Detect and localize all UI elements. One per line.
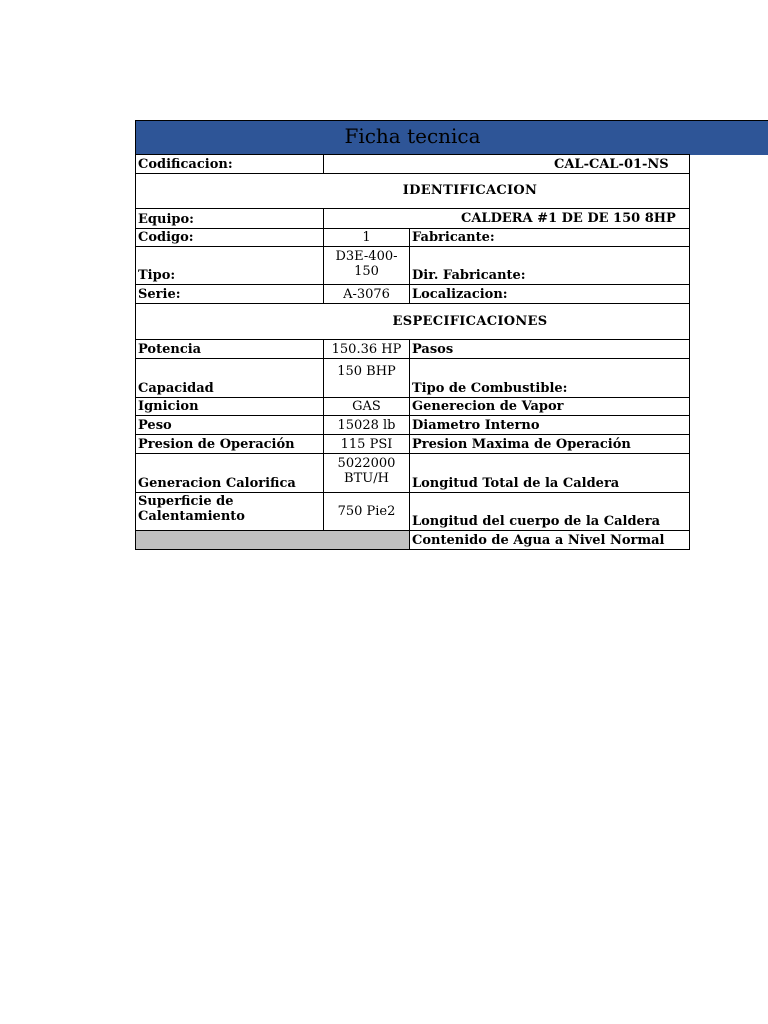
potencia-value: 150.36 HP [331,341,402,357]
generecion-vapor-label: Generecion de Vapor [412,399,564,414]
grid-line [689,155,690,550]
diametro-label: Diametro Interno [412,418,540,433]
codigo-label: Codigo: [138,230,194,245]
grid-line [135,549,690,550]
tipo-label: Tipo: [138,268,176,283]
dir-fabricante-label: Dir. Fabricante: [412,268,526,283]
tipo-value-line1: D3E-400- [335,249,398,264]
presion-operacion-value: 115 PSI [340,436,393,452]
sheet-title: Ficha tecnica [344,124,481,148]
localizacion-label: Localizacion: [412,287,508,302]
codificacion-label: Codificacion: [138,157,233,172]
serie-value: A-3076 [343,286,390,302]
superficie-label-line1: Superficie de [138,494,234,509]
codificacion-value: CAL-CAL-01-NS [554,156,669,172]
serie-label: Serie: [138,287,181,302]
grid-line [135,173,690,174]
generacion-calorifica-value-line2: BTU/H [344,471,389,486]
generacion-calorifica-label: Generacion Calorifica [138,476,296,491]
equipo-value: CALDERA #1 DE DE 150 8HP [461,211,676,226]
contenido-agua-label: Contenido de Agua a Nivel Normal [412,533,665,548]
presion-maxima-label: Presion Maxima de Operación [412,437,631,452]
pasos-label: Pasos [412,342,454,357]
potencia-label: Potencia [138,342,202,357]
tipo-value-line2: 150 [354,264,379,279]
ignicion-value: GAS [352,399,381,414]
grid-line [135,303,690,304]
longitud-total-label: Longitud Total de la Caldera [412,476,620,491]
presion-operacion-label: Presion de Operación [138,437,295,452]
superficie-value: 750 Pie2 [337,504,396,519]
equipo-label: Equipo: [138,212,194,227]
identificacion-heading: IDENTIFICACION [402,182,538,198]
capacidad-value: 150 BHP [337,363,396,379]
ignicion-label: Ignicion [138,399,199,414]
superficie-label-line2: Calentamiento [138,509,245,524]
fabricante-label: Fabricante: [412,230,495,245]
tipo-combustible-label: Tipo de Combustible: [412,381,568,396]
generacion-calorifica-value-line1: 5022000 [337,456,396,471]
tipo-value [324,249,409,283]
longitud-cuerpo-label: Longitud del cuerpo de la Caldera [412,514,661,529]
generacion-calorifica-value [324,456,409,490]
blank-grey-cell [136,531,409,549]
codigo-value: 1 [362,230,371,245]
peso-value: 15028 lb [337,417,396,433]
capacidad-label: Capacidad [138,381,214,396]
superficie-label [136,493,323,530]
peso-label: Peso [138,418,172,433]
especificaciones-heading: ESPECIFICACIONES [392,313,548,329]
